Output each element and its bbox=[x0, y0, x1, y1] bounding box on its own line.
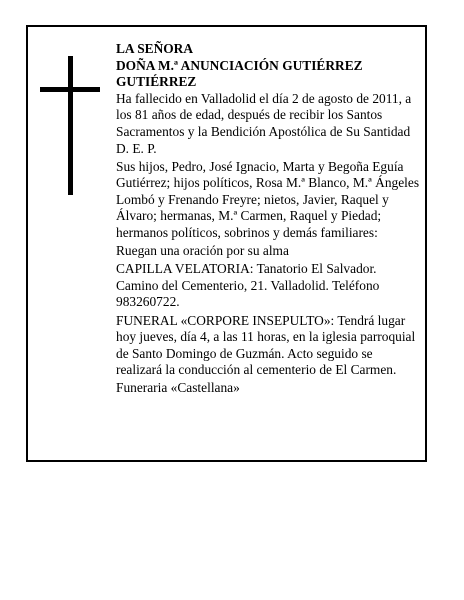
funeral-home: Funeraria «Castellana» bbox=[116, 380, 240, 396]
chapel-info: CAPILLA VELATORIA: Tanatorio El Salvador. Camino del Cementerio, 21. Valladolid. Teléfono 983260722. bbox=[116, 261, 380, 310]
prayer-request: Ruegan una oración por su alma bbox=[116, 243, 289, 259]
obituary-notice bbox=[26, 25, 427, 462]
cross-icon bbox=[68, 56, 73, 195]
deceased-name: DOÑA M.ª ANUNCIACIÓN GUTIÉRREZ GUTIÉRREZ bbox=[116, 57, 363, 90]
funeral-info: FUNERAL «CORPORE INSEPULTO»: Tendrá lugar hoy jueves, día 4, a las 11 horas, en la iglesia parroquial de Santo Domingo de Guzmán. Acto seguido se realizará la conducción al cementerio de El Carmen. bbox=[116, 312, 416, 378]
death-announcement: Ha fallecido en Valladolid el día 2 de agosto de 2011, a los 81 años de edad, después de recibir los Santos Sacramentos y la Bendición Apostólica de Su Santidad D. E. P. bbox=[116, 90, 412, 156]
family-list: Sus hijos, Pedro, José Ignacio, Marta y Begoña Eguía Gutiérrez; hijos políticos, Rosa M.ª Blanco, M.ª Ángeles Lombó y Frenando Freyre; nietos, Javier, Raquel y Álvaro; hermanas, M.ª Carmen, Raquel y Piedad; hermanos políticos, sobrinos y demás familiares: bbox=[116, 158, 420, 241]
notice-text bbox=[116, 41, 422, 397]
notice-header: LA SEÑORA bbox=[116, 41, 194, 56]
cross-icon-crossbar bbox=[40, 87, 100, 92]
